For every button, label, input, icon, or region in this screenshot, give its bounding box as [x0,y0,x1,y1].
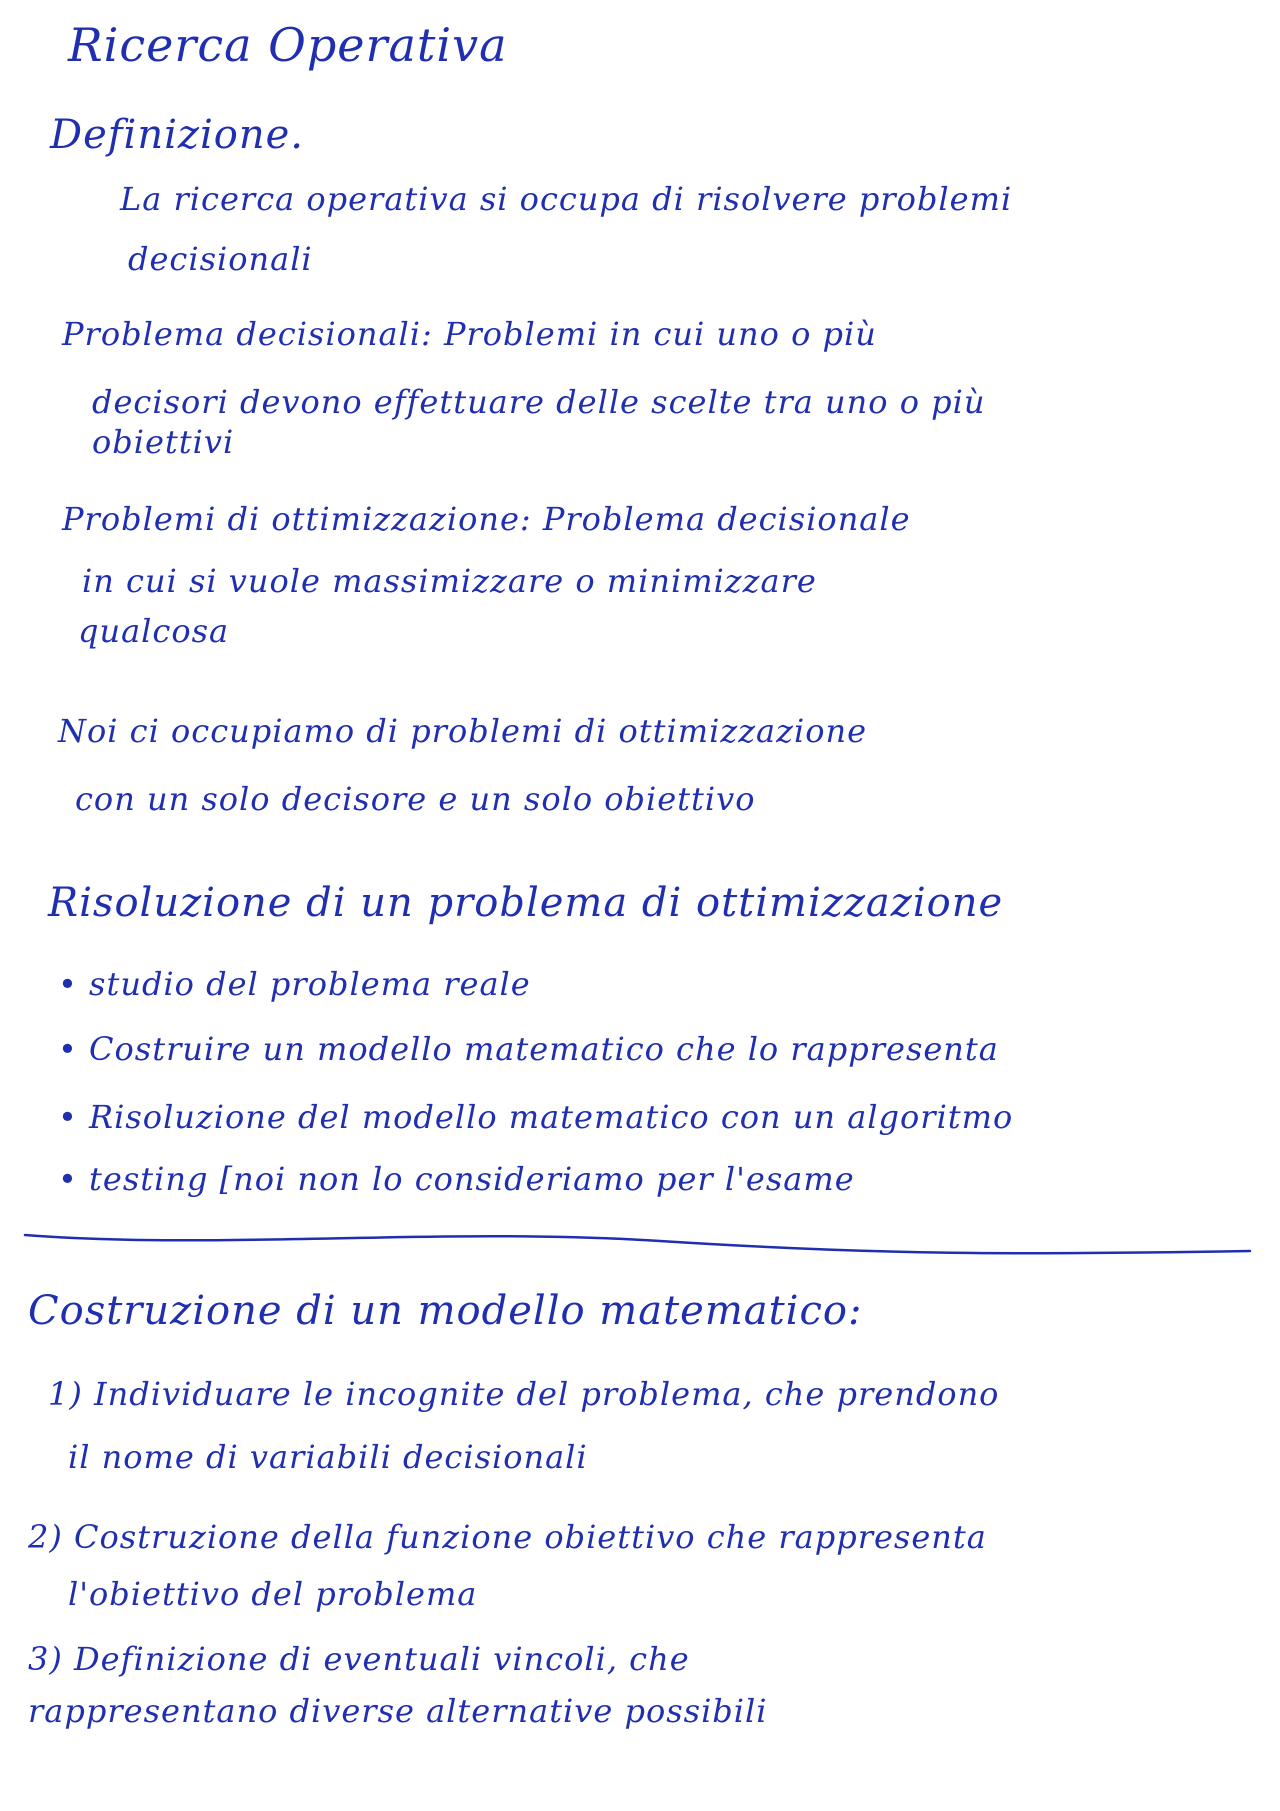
decision-problems-line-1: Problema decisionali: Problemi in cui uno o più [62,315,877,353]
construction-line-1: 1) Individuare le incognite del problema, che prendono [48,1375,1000,1413]
resolution-bullet-2: • Costruire un modello matematico che lo rappresenta [58,1030,999,1068]
construction-line-2: il nome di variabili decisionali [68,1438,588,1476]
resolution-heading: Risoluzione di un problema di ottimizzazione [48,880,1004,926]
decision-problems-line-2: decisori devono effettuare delle scelte tra uno o più [92,383,986,421]
page-title: Ricerca Operativa [68,18,508,72]
construction-heading: Costruzione di un modello matematico: [28,1288,863,1334]
scope-line-2: con un solo decisore e un solo obiettivo [75,780,756,818]
definition-heading: Definizione. [50,112,304,158]
construction-line-3: 2) Costruzione della funzione obiettivo che rappresenta [28,1518,987,1556]
decision-problems-line-3: obiettivi [92,423,235,461]
section-divider-line [20,1225,1260,1275]
resolution-bullet-4: • testing [noi non lo consideriamo per l'esame [58,1160,855,1198]
optimization-line-1: Problemi di ottimizzazione: Problema decisionale [62,500,911,538]
resolution-bullet-3: • Risoluzione del modello matematico con un algoritmo [58,1098,1014,1136]
definition-line-1: La ricerca operativa si occupa di risolvere problemi [120,180,1013,218]
optimization-line-3: qualcosa [78,612,230,650]
optimization-line-2: in cui si vuole massimizzare o minimizzare [82,562,817,600]
scope-line-1: Noi ci occupiamo di problemi di ottimizzazione [58,712,868,750]
construction-line-4: l'obiettivo del problema [68,1575,478,1613]
definition-line-2: decisionali [128,240,313,278]
construction-line-5: 3) Definizione di eventuali vincoli, che [28,1640,690,1678]
construction-line-6: rappresentano diverse alternative possibili [28,1692,768,1730]
resolution-bullet-1: • studio del problema reale [58,965,531,1003]
